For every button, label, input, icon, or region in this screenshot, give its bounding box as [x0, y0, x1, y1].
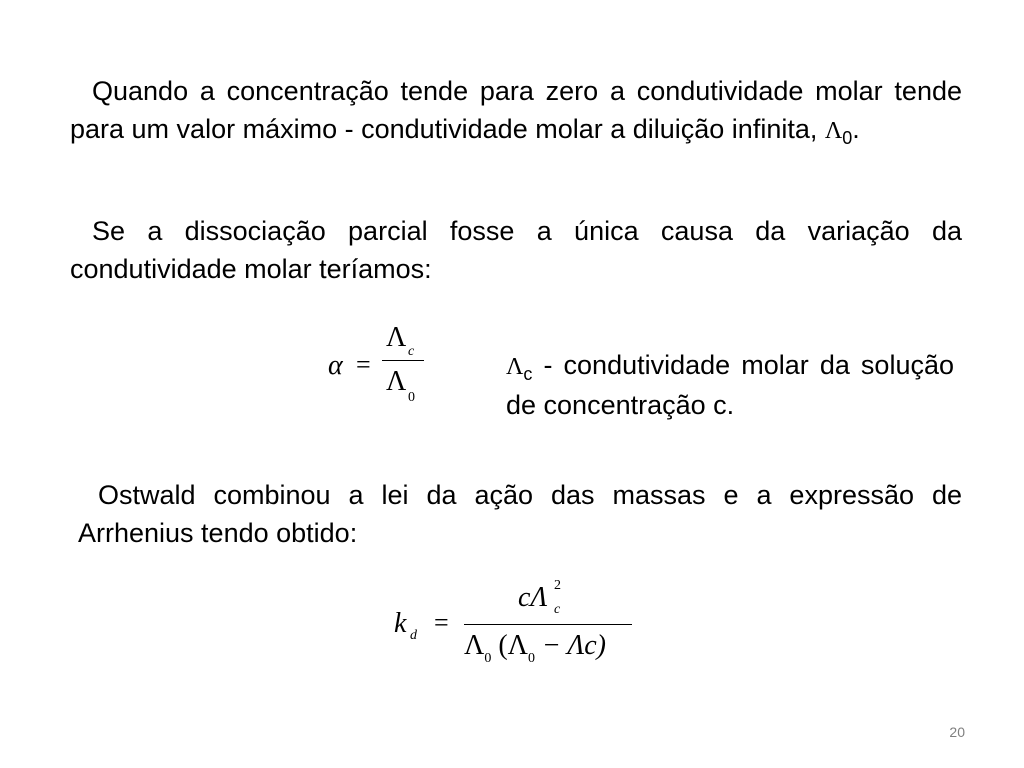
denominator-tail: − Λc)	[541, 630, 607, 661]
fraction-denominator	[386, 366, 415, 405]
lambda-c-subscript: c	[523, 364, 533, 384]
denominator-subscript-2: 0	[527, 651, 535, 666]
denominator-lambda: Λ	[386, 366, 407, 397]
numerator-c-lambda: cΛ	[518, 582, 548, 613]
numerator-lambda: Λ	[386, 322, 407, 353]
paragraph-ostwald: Ostwald combinou a lei da ação das massas e a expressão de Arrhenius tendo obtido:	[78, 480, 962, 548]
numerator-subscript: c	[554, 602, 561, 617]
ostwald-dilution-formula	[392, 578, 642, 682]
denominator-subscript-1: 0	[484, 651, 492, 666]
denominator-subscript: 0	[408, 390, 415, 405]
equals-sign: =	[434, 608, 449, 637]
paragraph-limiting-conductivity	[70, 72, 962, 150]
page-number: 20	[949, 724, 965, 740]
lambda-c-definition	[506, 346, 954, 424]
numerator-subscript: c	[408, 344, 415, 359]
paragraph-partial-dissociation: Se a dissociação parcial fosse a única causa da variação da condutividade molar teríamos:	[70, 216, 962, 284]
denominator-paren-lambda: (Λ	[498, 630, 528, 661]
fraction-line	[464, 624, 632, 625]
denominator-lambda: Λ	[464, 630, 485, 661]
kd-denominator	[464, 630, 607, 666]
lambda-subscript: 0	[842, 128, 853, 148]
lambda-symbol: Λ	[824, 118, 843, 144]
k-letter: k	[394, 608, 407, 639]
kd-symbol	[394, 608, 417, 643]
paragraph-end: .	[852, 114, 860, 144]
alpha-symbol: α	[328, 350, 343, 381]
paragraph-text: Quando a concentração tende para zero a condutividade molar tende para um valor máximo - condutividade molar a diluição infinita,	[70, 76, 962, 144]
lambda-c-symbol: Λ	[506, 354, 524, 380]
kd-subscript: d	[410, 628, 417, 643]
fraction-line	[382, 360, 424, 361]
equals-sign: =	[356, 350, 371, 379]
definition-text: - condutividade molar da solução de concentração c.	[506, 350, 954, 420]
kd-numerator	[518, 578, 561, 617]
fraction-numerator	[386, 322, 415, 359]
numerator-superscript: 2	[554, 578, 561, 593]
alpha-formula	[326, 318, 446, 418]
